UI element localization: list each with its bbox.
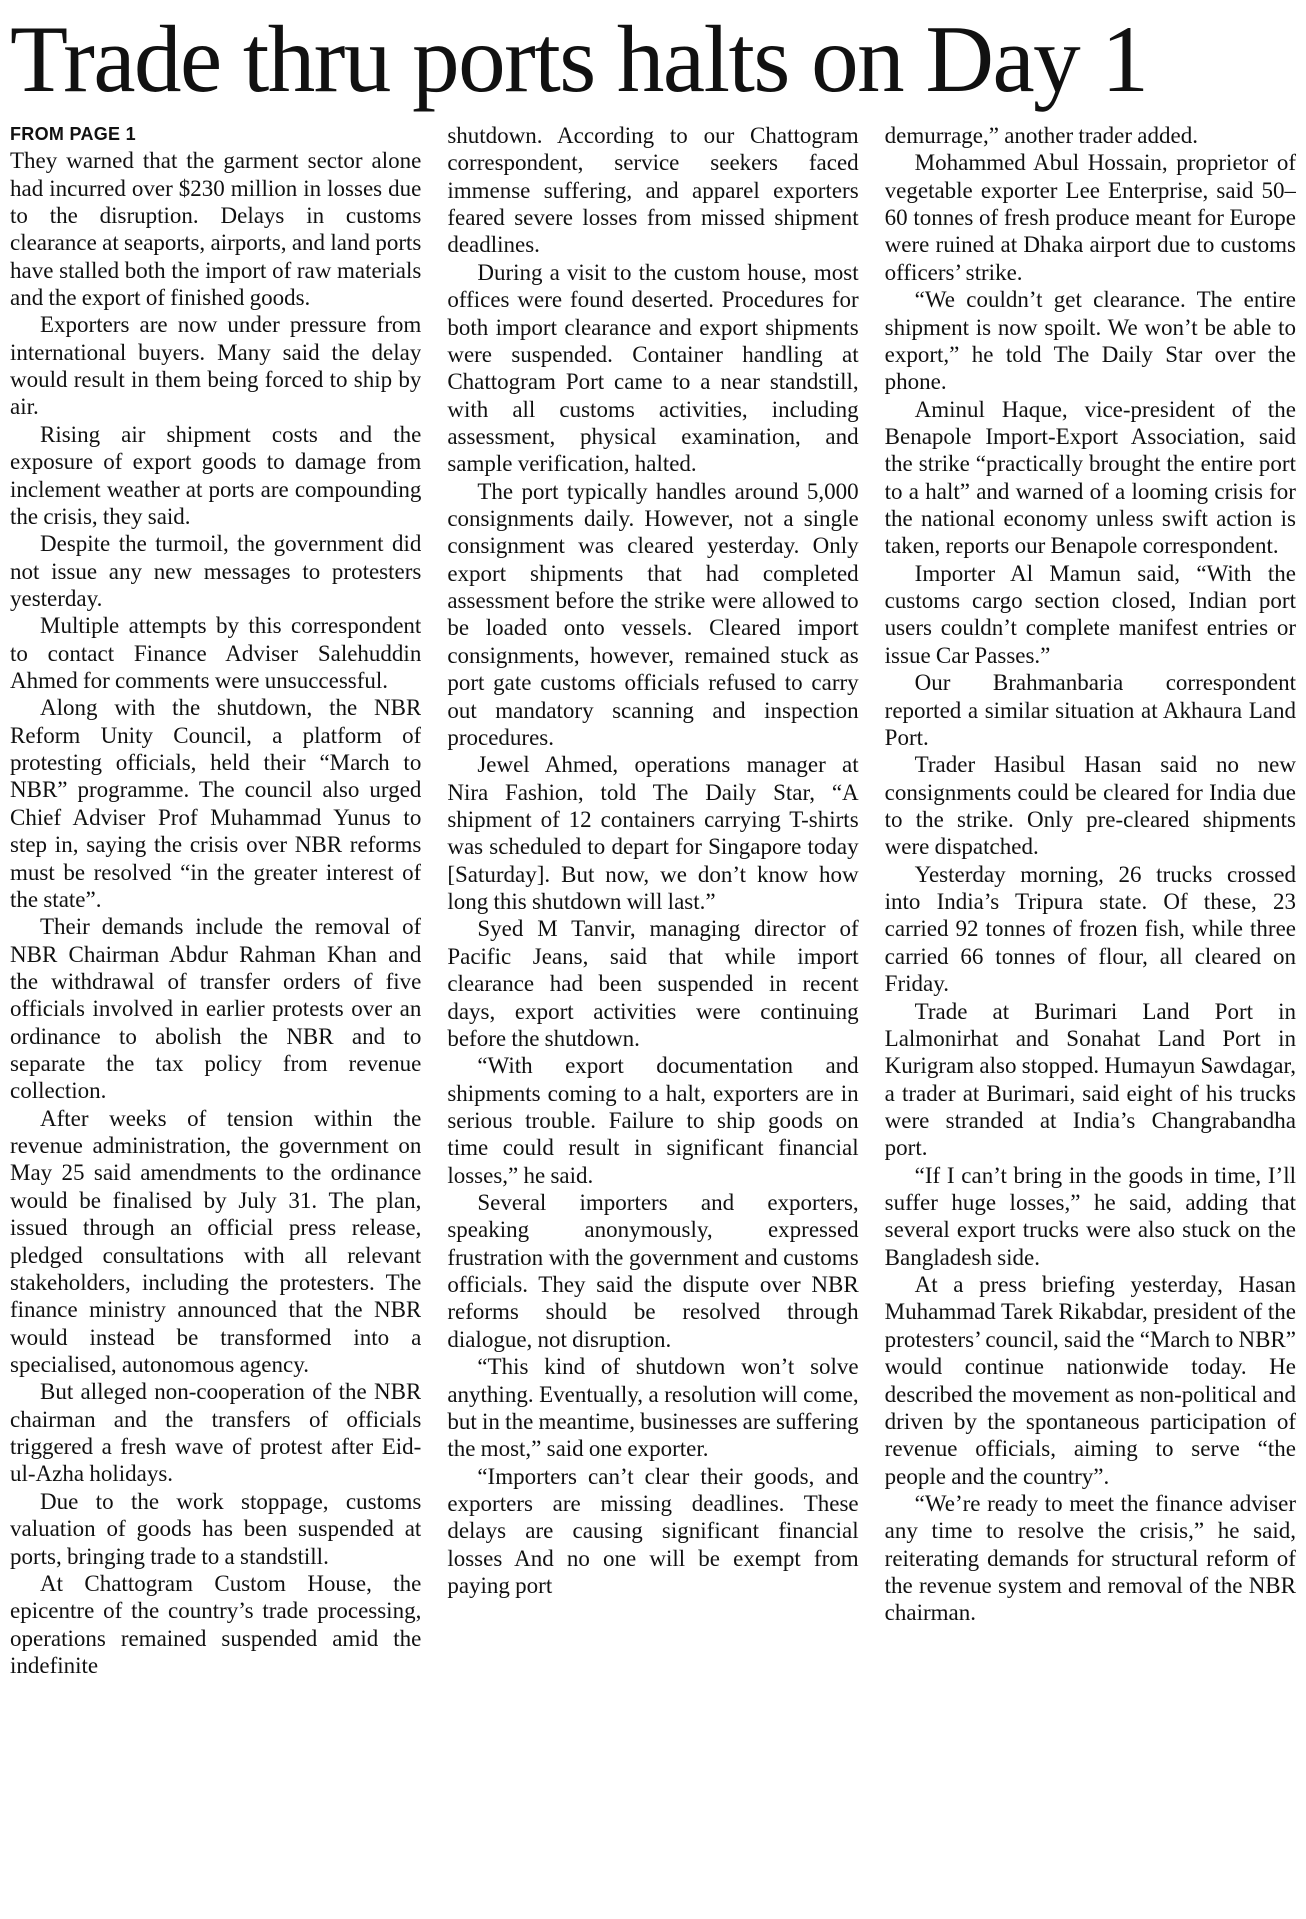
paragraph: At a press briefing yesterday, Hasan Muhammad Tarek Rikabdar, president of the protesters’ council, said the “March to NBR” would continue nationwide today. He described the movement as non-political and driven by the spontaneous participation of revenue officials, aiming to serve “the people and the country”. xyxy=(884,1272,1296,1489)
paragraph: Exporters are now under pressure from international buyers. Many said the delay would result in them being forced to ship by air. xyxy=(10,312,422,420)
paragraph: The port typically handles around 5,000 consignments daily. However, not a single consignment was cleared yesterday. Only export shipments that had completed assessment before the strike were allowed to be loaded onto vessels. Cleared import consignments, however, remained stuck as port gate customs officials refused to carry out mandatory scanning and inspection procedures. xyxy=(447,478,859,750)
paragraph: Syed M Tanvir, managing director of Pacific Jeans, said that while import clearance had been suspended in recent days, export activities were continuing before the shutdown. xyxy=(447,916,859,1051)
paragraph: Yesterday morning, 26 trucks crossed into India’s Tripura state. Of these, 23 carried 92 tonnes of frozen fish, while three carried 66 tonnes of flour, all cleared on Friday. xyxy=(884,861,1296,997)
paragraph: “We’re ready to meet the finance adviser any time to resolve the crisis,” he said, reiterating demands for structural reform of the revenue system and removal of the NBR chairman. xyxy=(884,1490,1296,1626)
column-3 xyxy=(885,122,1296,1912)
paragraph: “With export documentation and shipments coming to a halt, exporters are in serious trouble. Failure to ship goods on time could result in significant financial losses,” he said. xyxy=(447,1053,859,1188)
paragraph: But alleged non-cooperation of the NBR chairman and the transfers of officials triggered a fresh wave of protest after Eid-ul-Azha holidays. xyxy=(10,1379,422,1487)
dateline: FROM PAGE 1 xyxy=(10,124,136,144)
paragraph: They warned that the garment sector alone had incurred over $230 million in losses due to the disruption. Delays in customs clearance at seaports, airports, and land ports have stalled both the import of raw materials and the export of finished goods. xyxy=(10,148,422,310)
article-body xyxy=(10,122,1296,1912)
paragraph: “This kind of shutdown won’t solve anything. Eventually, a resolution will come, but in the meantime, businesses are suffering the most,” said one exporter. xyxy=(447,1354,859,1462)
column-1 xyxy=(10,122,421,1912)
paragraph: Trader Hasibul Hasan said no new consignments could be cleared for India due to the strike. Only pre-cleared shipments were dispatched. xyxy=(884,752,1296,860)
paragraph: Several importers and exporters, speaking anonymously, expressed frustration with the government and customs officials. They said the dispute over NBR reforms should be resolved through dialogue, not disruption. xyxy=(447,1190,859,1352)
paragraph: Jewel Ahmed, operations manager at Nira Fashion, told The Daily Star, “A shipment of 12 containers carrying T-shirts was scheduled to depart for Singapore today [Saturday]. But now, we don’t know how long this shutdown will last.” xyxy=(447,752,859,915)
paragraph: Their demands include the removal of NBR Chairman Abdur Rahman Khan and the withdrawal of transfer orders of five officials involved in earlier protests over an ordinance to abolish the NBR and to separate the tax policy from revenue collection. xyxy=(10,914,422,1104)
headline: Trade thru ports halts on Day 1 xyxy=(10,6,1148,112)
paragraph: Despite the turmoil, the government did not issue any new messages to protesters yesterday. xyxy=(10,531,422,611)
paragraph: Due to the work stoppage, customs valuation of goods has been suspended at ports, bringing trade to a standstill. xyxy=(10,1488,422,1569)
paragraph: Trade at Burimari Land Port in Lalmonirhat and Sonahat Land Port in Kurigram also stopped. Humayun Sawdagar, a trader at Burimari, said eight of his trucks were stranded at India’s Changrabandha port. xyxy=(884,998,1296,1161)
paragraph: After weeks of tension within the revenue administration, the government on May 25 said amendments to the ordinance would be finalised by July 31. The plan, issued through an official press release, pledged consultations with all relevant stakeholders, including the protesters. The finance ministry announced that the NBR would instead be transformed into a specialised, autonomous agency. xyxy=(10,1105,422,1377)
paragraph: Along with the shutdown, the NBR Reform Unity Council, a platform of protesting officials, held their “March to NBR” programme. The council also urged Chief Adviser Prof Muhammad Yunus to step in, saying the crisis over NBR reforms must be resolved “in the greater interest of the state”. xyxy=(10,695,422,912)
paragraph: During a visit to the custom house, most offices were found deserted. Procedures for both import clearance and export shipments were suspended. Container handling at Chattogram Port came to a near standstill, with all customs activities, including assessment, physical examination, and sample verification, halted. xyxy=(447,259,859,477)
paragraph: shutdown. According to our Chattogram correspondent, service seekers faced immense suffering, and apparel exporters feared severe losses from missed shipment deadlines. xyxy=(447,123,859,258)
paragraph: Mohammed Abul Hossain, proprietor of vegetable exporter Lee Enterprise, said 50–60 tonnes of fresh produce meant for Europe were ruined at Dhaka airport due to customs officers’ strike. xyxy=(884,150,1296,285)
paragraph: Our Brahmanbaria correspondent reported a similar situation at Akhaura Land Port. xyxy=(884,670,1296,750)
paragraph: Aminul Haque, vice-president of the Benapole Import-Export Association, said the strike “practically brought the entire port to a halt” and warned of a looming crisis for the national economy unless swift action is taken, reports our Benapole correspondent. xyxy=(884,396,1296,559)
paragraph: demurrage,” another trader added. xyxy=(884,123,1198,148)
paragraph: “We couldn’t get clearance. The entire shipment is now spoilt. We won’t be able to export,” he told The Daily Star over the phone. xyxy=(884,287,1296,395)
paragraph: Multiple attempts by this correspondent to contact Finance Adviser Salehuddin Ahmed for comments were unsuccessful. xyxy=(10,613,422,694)
column-2 xyxy=(447,122,858,1912)
paragraph: At Chattogram Custom House, the epicentre of the country’s trade processing, operations remained suspended amid the indefinite xyxy=(10,1570,422,1678)
paragraph: Importer Al Mamun said, “With the customs cargo section closed, Indian port users couldn’t complete manifest entries or issue Car Passes.” xyxy=(884,560,1296,668)
paragraph: Rising air shipment costs and the exposure of export goods to damage from inclement weather at ports are compounding the crisis, they said. xyxy=(10,421,422,529)
paragraph: “Importers can’t clear their goods, and exporters are missing deadlines. These delays are causing significant financial losses And no one will be exempt from paying port xyxy=(447,1463,859,1599)
paragraph: “If I can’t bring in the goods in time, I’ll suffer huge losses,” he said, adding that several export trucks were also stuck on the Bangladesh side. xyxy=(884,1162,1296,1270)
